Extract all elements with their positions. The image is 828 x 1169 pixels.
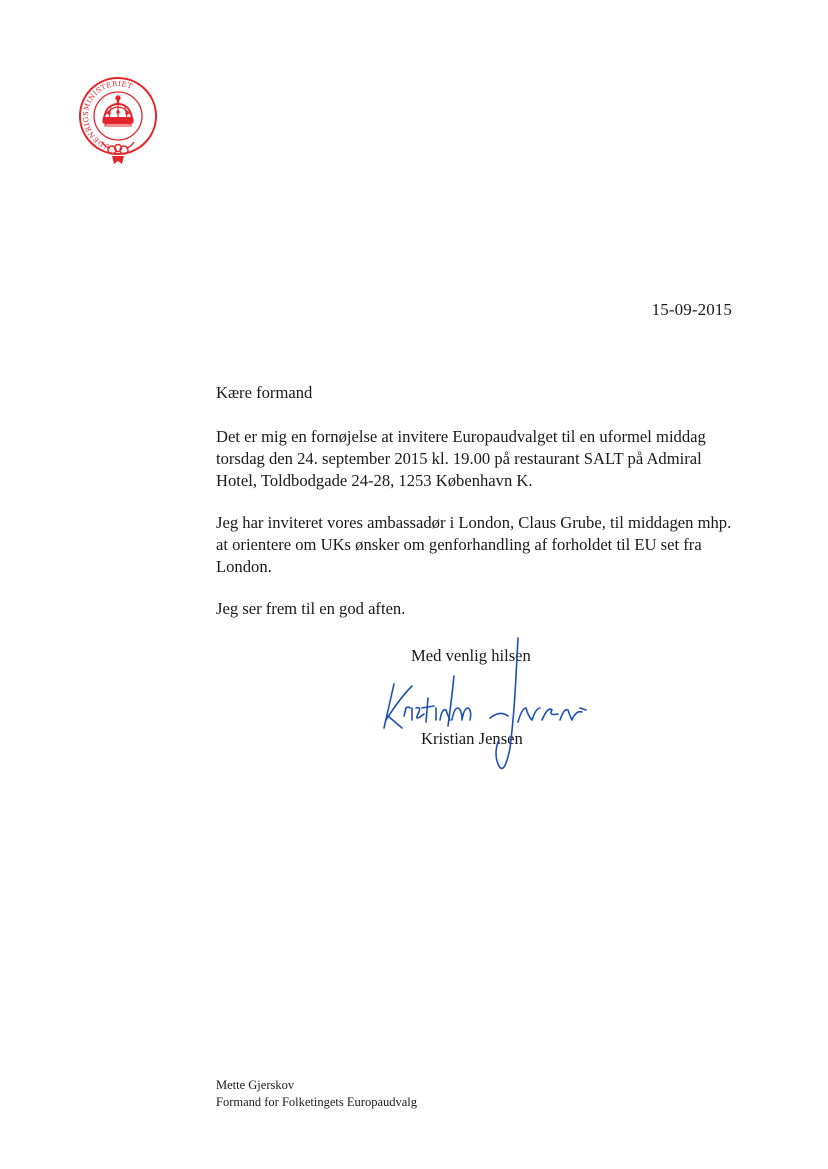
handwritten-signature xyxy=(372,636,592,786)
ministry-seal-logo xyxy=(76,74,160,170)
paragraph-closing-remark: Jeg ser frem til en god aften. xyxy=(216,599,406,618)
seal-ring-text: UDENRIGSMINISTERIET xyxy=(81,79,134,151)
recipient-block xyxy=(216,1077,417,1111)
letter-body xyxy=(216,382,736,640)
recipient-name: Mette Gjerskov xyxy=(216,1078,295,1092)
salutation: Kære formand xyxy=(216,383,313,402)
recipient-title: Formand for Folketingets Europaudvalg xyxy=(216,1095,418,1109)
signer-name: Kristian Jensen xyxy=(421,729,523,748)
paragraph-invitation: Det er mig en fornøjelse at invitere Europaudvalget til en uformel middag torsdag den 24. september 2015 kl. 19.00 på restaurant SALT på Admiral Hotel, Toldbodgade 24-28, 1253 København K. xyxy=(216,427,706,490)
letter-date: 15-09-2015 xyxy=(651,300,732,319)
paragraph-ambassador: Jeg har inviteret vores ambassadør i London, Claus Grube, til middagen mhp. at orientere om UKs ønsker om genforhandling af forholdet til EU set fra London. xyxy=(216,513,732,576)
closing-greeting: Med venlig hilsen xyxy=(411,646,531,665)
